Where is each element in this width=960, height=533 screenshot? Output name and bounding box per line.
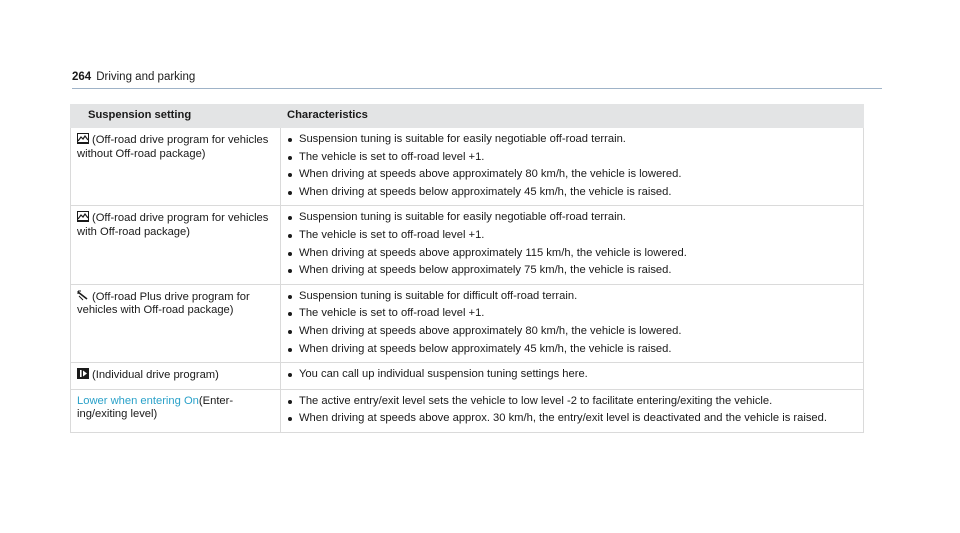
- table-row: [71, 389, 864, 432]
- offroad-terrain-icon: [77, 133, 89, 144]
- section-title: Driving and parking: [96, 71, 196, 83]
- page-header: [72, 70, 882, 89]
- offroad-terrain-icon: [77, 211, 89, 222]
- list-item: When driving at speeds below approximately 45 km/h, the vehicle is raised.: [287, 186, 857, 200]
- list-item: The vehicle is set to off-road level +1.: [287, 151, 857, 165]
- list-item: When driving at speeds below approximately 75 km/h, the vehicle is raised.: [287, 264, 857, 278]
- setting-cell: [71, 128, 281, 206]
- list-item: The vehicle is set to off-road level +1.: [287, 307, 857, 321]
- table-header-row: [71, 105, 864, 128]
- list-item: You can call up individual suspension tuning settings here.: [287, 368, 857, 382]
- table-row: [71, 128, 864, 206]
- setting-text: (Off-road Plus drive program for vehicles with Off-road package): [77, 290, 250, 317]
- setting-text: (Off-road drive program for vehicles without Off-road package): [77, 134, 269, 160]
- lower-when-entering-link[interactable]: Lower when entering On: [77, 394, 199, 407]
- setting-cell: [71, 389, 281, 432]
- setting-text: (Entering/exiting level): [77, 394, 234, 421]
- list-item: When driving at speeds above approximately 80 km/h, the vehicle is lowered.: [287, 325, 857, 339]
- page-number: 264: [72, 71, 92, 83]
- list-item: When driving at speeds above approx. 30 km/h, the entry/exit level is deactivated and the vehicle is raised.: [287, 412, 857, 426]
- list-item: When driving at speeds above approximately 80 km/h, the vehicle is lowered.: [287, 168, 857, 182]
- table-row: [71, 363, 864, 390]
- list-item: Suspension tuning is suitable for easily negotiable off-road terrain.: [287, 133, 857, 147]
- characteristics-cell: [281, 128, 864, 206]
- list-item: The vehicle is set to off-road level +1.: [287, 229, 857, 243]
- setting-text: (Off-road drive program for vehicles with Off-road package): [77, 212, 269, 238]
- table-row: [71, 206, 864, 284]
- column-header-characteristics: Characteristics: [281, 105, 864, 128]
- suspension-settings-table: [70, 104, 864, 433]
- setting-text: (Individual drive program): [92, 369, 219, 382]
- setting-cell: [71, 363, 281, 390]
- list-item: Suspension tuning is suitable for easily negotiable off-road terrain.: [287, 211, 857, 225]
- table-row: [71, 284, 864, 362]
- list-item: When driving at speeds above approximately 115 km/h, the vehicle is lowered.: [287, 247, 857, 261]
- list-item: When driving at speeds below approximately 45 km/h, the vehicle is raised.: [287, 343, 857, 357]
- individual-program-icon: [77, 368, 89, 379]
- column-header-setting: Suspension setting: [71, 105, 281, 128]
- list-item: Suspension tuning is suitable for difficult off-road terrain.: [287, 290, 857, 304]
- setting-cell: [71, 284, 281, 362]
- characteristics-cell: [281, 363, 864, 390]
- offroad-plus-icon: [77, 290, 89, 301]
- characteristics-cell: [281, 284, 864, 362]
- setting-cell: [71, 206, 281, 284]
- characteristics-cell: [281, 206, 864, 284]
- characteristics-cell: [281, 389, 864, 432]
- list-item: The active entry/exit level sets the vehicle to low level -2 to facilitate entering/exiting the vehicle.: [287, 395, 857, 409]
